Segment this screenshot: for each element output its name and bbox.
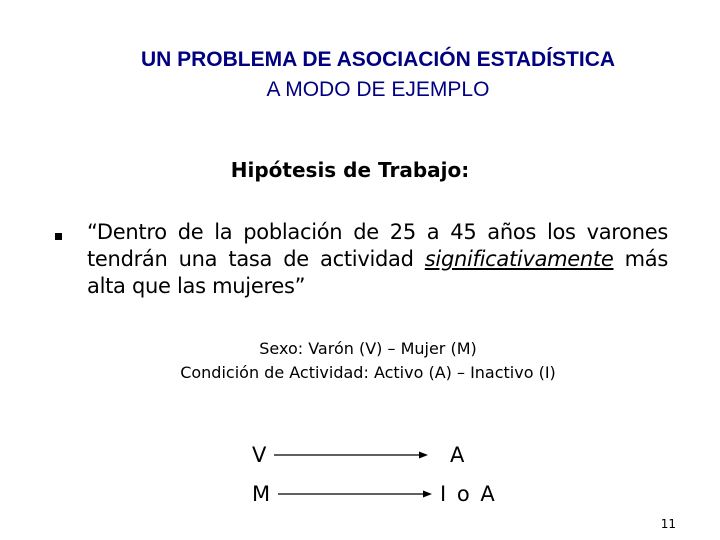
relation-1-from: V	[252, 443, 267, 467]
hypothesis-text	[87, 219, 668, 300]
hypothesis-heading: Hipótesis de Trabajo:	[230, 158, 470, 182]
hypothesis-emphasis: significativamente	[424, 247, 614, 271]
hypothesis-text-part2: más alta que las mujeres”	[87, 247, 668, 298]
hypothesis-text-part1: “Dentro de la población de 25 a 45 años los varones tendrán una tasa de actividad	[87, 220, 668, 271]
variable-sex: Sexo: Varón (V) – Mujer (M)	[259, 339, 477, 358]
slide-title: UN PROBLEMA DE ASOCIACIÓN ESTADÍSTICA	[140, 48, 616, 71]
relation-1-arrow	[272, 449, 432, 461]
relation-1-to: A	[450, 443, 465, 467]
relation-2-to: I o A	[440, 482, 497, 506]
variable-activity: Condición de Actividad: Activo (A) – Inactivo (I)	[180, 363, 556, 382]
slide-subtitle: A MODO DE EJEMPLO	[266, 78, 490, 101]
page-number: 11	[660, 517, 676, 531]
relation-2-arrow	[276, 488, 436, 500]
bullet-icon	[55, 233, 62, 240]
relation-2-from: M	[252, 482, 271, 506]
